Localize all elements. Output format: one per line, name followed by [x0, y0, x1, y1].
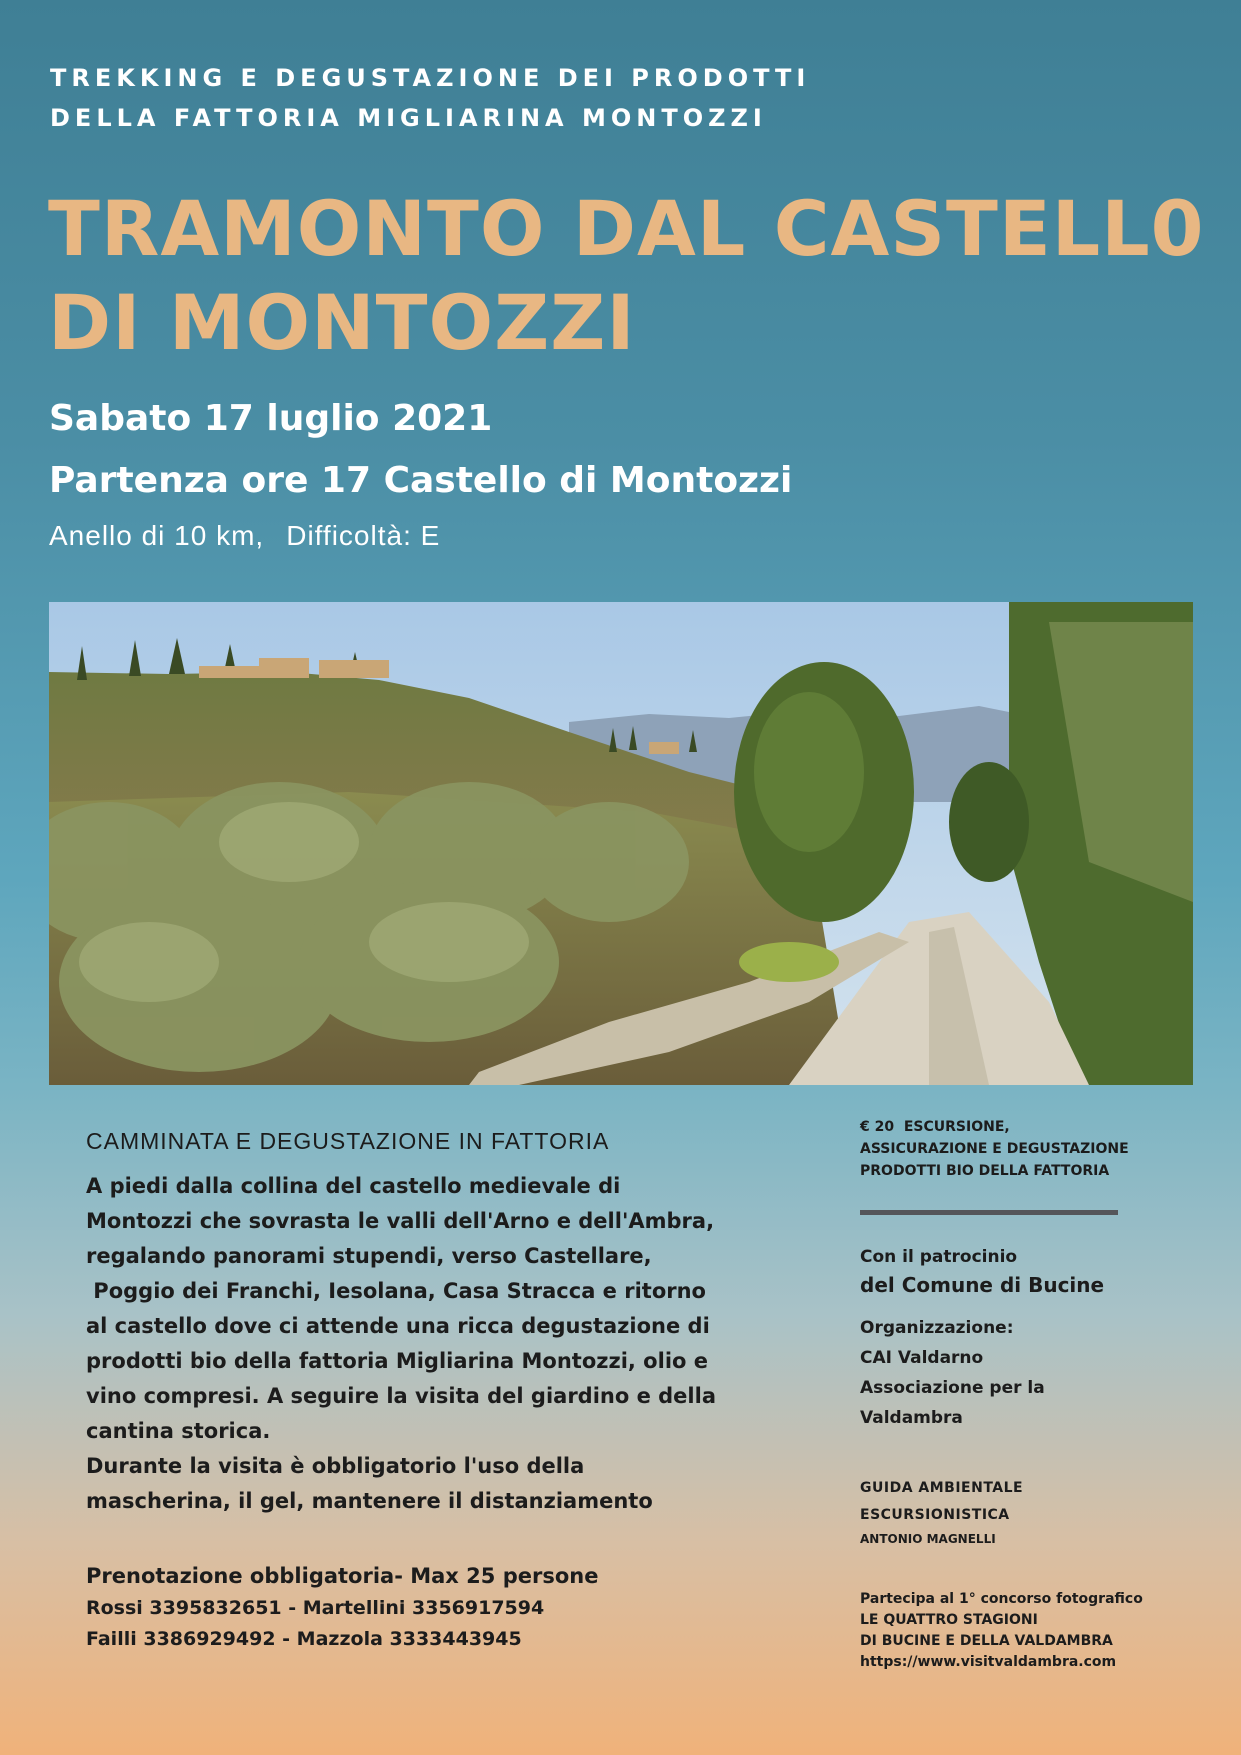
contest-line: LE QUATTRO STAGIONI	[860, 1612, 1038, 1628]
guide-name: ANTONIO MAGNELLI	[860, 1532, 996, 1546]
guide-line: ESCURSIONISTICA	[860, 1507, 1010, 1523]
description-line: vino compresi. A seguire la visita del giardino e della	[86, 1384, 716, 1408]
patronage-intro: Con il patrocinio	[860, 1247, 1018, 1267]
price-line: PRODOTTI BIO DELLA FATTORIA	[860, 1163, 1110, 1179]
divider	[860, 1210, 1118, 1215]
price-line: ASSICURAZIONE E DEGUSTAZIONE	[860, 1141, 1129, 1157]
guide-line: GUIDA AMBIENTALE	[860, 1480, 1024, 1496]
event-departure: Partenza ore 17 Castello di Montozzi	[49, 460, 793, 501]
description-line: prodotti bio della fattoria Migliarina Montozzi, olio e	[86, 1349, 708, 1373]
title-line: DI MONTOZZI	[48, 278, 636, 367]
description-line: Durante la visita è obbligatorio l'uso della	[86, 1454, 585, 1478]
contest-line: Partecipa al 1° concorso fotografico	[860, 1591, 1143, 1607]
description-body	[86, 1169, 726, 1519]
description-line: A piedi dalla collina del castello medievale di	[86, 1174, 621, 1198]
section-heading: CAMMINATA E DEGUSTAZIONE IN FATTORIA	[86, 1128, 610, 1154]
description-line: Poggio dei Franchi, Iesolana, Casa Stracca e ritorno	[86, 1279, 706, 1303]
info-sidebar	[860, 1116, 1220, 1673]
event-title	[48, 182, 1205, 370]
kicker-line: TREKKING E DEGUSTAZIONE DEI PRODOTTI	[50, 64, 811, 92]
guide-info	[860, 1475, 1220, 1549]
price-info	[860, 1116, 1220, 1182]
booking-title: Prenotazione obbligatoria- Max 25 persone	[86, 1564, 599, 1588]
booking-contact: Failli 3386929492 - Mazzola 3333443945	[86, 1628, 522, 1650]
description-line: Montozzi che sovrasta le valli dell'Arno e dell'Ambra,	[86, 1209, 715, 1233]
description-line: regalando panorami stupendi, verso Castellare,	[86, 1244, 652, 1268]
contest-link[interactable]: https://www.visitvaldambra.com	[860, 1654, 1117, 1670]
event-date: Sabato 17 luglio 2021	[49, 398, 493, 439]
booking-section	[86, 1559, 726, 1655]
kicker-line: DELLA FATTORIA MIGLIARINA MONTOZZI	[50, 104, 767, 132]
organization	[860, 1313, 1220, 1433]
organization-line: Organizzazione:	[860, 1318, 1014, 1338]
description-column	[86, 1128, 726, 1655]
landscape-illustration	[49, 602, 1193, 1085]
organization-line: Valdambra	[860, 1408, 963, 1428]
route-length: Anello di 10 km,	[49, 520, 265, 551]
organization-line: Associazione per la	[860, 1378, 1045, 1398]
booking-contact: Rossi 3395832651 - Martellini 3356917594	[86, 1597, 545, 1619]
patronage-body: del Comune di Bucine	[860, 1273, 1105, 1297]
contest-line: DI BUCINE E DELLA VALDAMBRA	[860, 1633, 1113, 1649]
photo-contest	[860, 1589, 1220, 1673]
route-difficulty: Difficoltà: E	[286, 520, 441, 551]
description-line: al castello dove ci attende una ricca degustazione di	[86, 1314, 710, 1338]
description-line: mascherina, il gel, mantenere il distanziamento	[86, 1489, 653, 1513]
organization-line: CAI Valdarno	[860, 1348, 984, 1368]
event-kicker	[50, 58, 950, 138]
route-info	[49, 520, 440, 552]
description-line: cantina storica.	[86, 1419, 271, 1443]
landscape-photo	[49, 602, 1193, 1085]
title-line: TRAMONTO DAL CASTELL0	[48, 184, 1205, 273]
price-line: € 20 ESCURSIONE,	[860, 1119, 1010, 1135]
